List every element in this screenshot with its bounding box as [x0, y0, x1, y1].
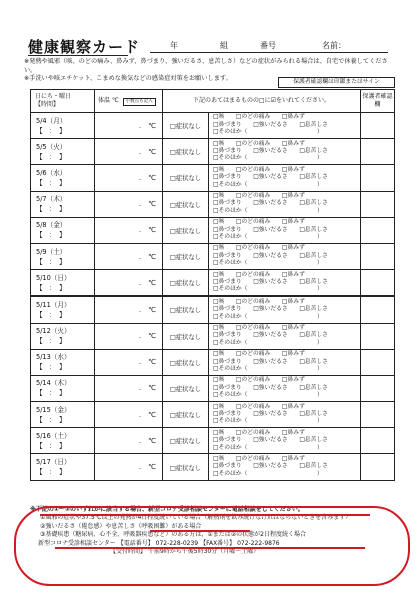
date-label: 5/5（火）: [36, 142, 67, 151]
temperature-cell[interactable]: . ℃: [95, 349, 163, 375]
guardian-check-cell[interactable]: [361, 243, 395, 269]
table-row: [31, 243, 395, 269]
name-label: 名前：: [322, 41, 346, 50]
temperature-cell[interactable]: . ℃: [95, 139, 163, 165]
date-cell: [31, 323, 95, 349]
symptom-line-1[interactable]: □咳 □のどの痛み □鼻みず: [213, 271, 305, 278]
time-blank: 【 ： 】: [36, 205, 66, 214]
no-symptom-checkbox[interactable]: □症状なし: [163, 349, 209, 375]
guardian-check-cell[interactable]: [361, 113, 395, 139]
date-cell: [31, 402, 95, 428]
symptom-checkboxes[interactable]: [209, 165, 361, 191]
table-row: [31, 217, 395, 243]
temperature-cell[interactable]: . ℃: [95, 165, 163, 191]
table-row: [31, 113, 395, 139]
table-row: [31, 323, 395, 349]
symptom-line-1[interactable]: □咳 □のどの痛み □鼻みず: [213, 114, 305, 121]
date-cell: [31, 165, 95, 191]
time-blank: 【 ： 】: [36, 257, 66, 266]
tel-label: 【電話番号】: [117, 539, 154, 547]
symptom-line-1[interactable]: □咳 □のどの痛み □鼻みず: [213, 429, 305, 436]
guardian-check-cell[interactable]: [361, 323, 395, 349]
symptom-line-3[interactable]: □そのほか（ ）: [213, 207, 323, 214]
symptom-checkboxes[interactable]: [209, 191, 361, 217]
title-underline: [28, 55, 128, 56]
date-label: 5/13（水）: [36, 353, 71, 362]
temperature-cell[interactable]: . ℃: [95, 323, 163, 349]
table-row: [31, 165, 395, 191]
time-blank: 【 ： 】: [36, 337, 66, 346]
table-row: [31, 349, 395, 375]
guardian-check-cell[interactable]: [361, 296, 395, 323]
symptom-line-2[interactable]: □鼻づまり □強いだるさ □息苦しさ: [213, 384, 328, 391]
date-label: 5/4（月）: [36, 116, 67, 125]
symptom-line-2[interactable]: □鼻づまり □強いだるさ □息苦しさ: [213, 226, 328, 233]
guardian-sign-note: 保護者確認欄は印鑑またはサイン: [278, 77, 395, 88]
guardian-check-cell[interactable]: [361, 428, 395, 454]
symptom-line-1[interactable]: □咳 □のどの痛み □鼻みず: [213, 324, 305, 331]
no-symptom-checkbox[interactable]: □症状なし: [163, 270, 209, 297]
table-row: [31, 191, 395, 217]
date-cell: [31, 296, 95, 323]
time-blank: 【 ： 】: [36, 310, 66, 319]
date-cell: [31, 454, 95, 480]
date-cell: [31, 139, 95, 165]
time-blank: 【 ： 】: [36, 231, 66, 240]
notice-item-3: ③基礎疾患（糖尿病、心不全、呼吸器疾患など）のある方は、①または②の状態が2日程度続く場合: [40, 531, 306, 539]
date-cell: [31, 375, 95, 401]
year-label: 年: [170, 41, 178, 50]
time-blank: 【 ： 】: [36, 441, 66, 450]
symptom-line-2[interactable]: □鼻づまり □強いだるさ □息苦しさ: [213, 200, 328, 207]
no-symptom-checkbox[interactable]: □症状なし: [163, 428, 209, 454]
no-symptom-checkbox[interactable]: □症状なし: [163, 191, 209, 217]
no-symptom-checkbox[interactable]: □症状なし: [163, 243, 209, 269]
date-cell: [31, 349, 95, 375]
no-symptom-checkbox[interactable]: □症状なし: [163, 323, 209, 349]
symptom-line-1[interactable]: □咳 □のどの痛み □鼻みず: [213, 455, 305, 462]
temperature-cell[interactable]: . ℃: [95, 375, 163, 401]
date-label: 5/7（木）: [36, 195, 67, 204]
symptom-line-1[interactable]: □咳 □のどの痛み □鼻みず: [213, 193, 305, 200]
date-label: 5/16（土）: [36, 431, 71, 440]
table-row: [31, 139, 395, 165]
symptom-line-2[interactable]: □鼻づまり □強いだるさ □息苦しさ: [213, 252, 328, 259]
guardian-check-cell[interactable]: [361, 139, 395, 165]
date-cell: [31, 428, 95, 454]
date-cell: [31, 113, 95, 139]
student-info-fields: [170, 40, 346, 51]
red-underline-3: [55, 547, 365, 549]
no-symptom-checkbox[interactable]: □症状なし: [163, 139, 209, 165]
symptom-line-3[interactable]: □そのほか（ ）: [213, 470, 323, 477]
notice-item-1: ①風邪の症状や37.5℃以上の発熱が4日程度続いている場合（解熱剤を飲み続けなければならないときを含みます）: [40, 514, 352, 522]
symptom-line-3[interactable]: □そのほか（ ）: [213, 260, 323, 267]
symptom-line-1[interactable]: □咳 □のどの痛み □鼻みず: [213, 298, 305, 305]
guardian-check-cell[interactable]: [361, 217, 395, 243]
symptom-checkboxes[interactable]: [209, 402, 361, 428]
time-blank: 【 ： 】: [36, 126, 66, 135]
symptom-line-1[interactable]: □咳 □のどの痛み □鼻みず: [213, 219, 305, 226]
symptom-line-2[interactable]: □鼻づまり □強いだるさ □息苦しさ: [213, 148, 328, 155]
header-date-time: [31, 90, 95, 113]
symptom-checkboxes[interactable]: [209, 217, 361, 243]
header-temperature: [95, 90, 163, 113]
guardian-check-cell[interactable]: [361, 165, 395, 191]
symptom-line-3[interactable]: □そのほか（ ）: [213, 129, 323, 136]
date-label: 5/11（月）: [36, 300, 71, 309]
time-blank: 【 ： 】: [36, 283, 66, 292]
symptom-line-1[interactable]: □咳 □のどの痛み □鼻みず: [213, 351, 305, 358]
symptom-checkboxes[interactable]: [209, 349, 361, 375]
symptom-line-2[interactable]: □鼻づまり □強いだるさ □息苦しさ: [213, 332, 328, 339]
info-underline: [150, 52, 388, 53]
date-cell: [31, 191, 95, 217]
symptom-line-3[interactable]: □そのほか（ ）: [213, 313, 323, 320]
guardian-check-cell[interactable]: [361, 375, 395, 401]
date-cell: [31, 243, 95, 269]
time-blank: 【 ： 】: [36, 152, 66, 161]
temperature-cell[interactable]: . ℃: [95, 191, 163, 217]
table-row: [31, 454, 395, 480]
tel-number: 072-228-0239: [155, 539, 199, 547]
header-temp-label: 体温: [98, 96, 111, 104]
header-symptoms: 下記のあてはまるものの□に☑をいれてください。: [163, 90, 361, 113]
red-underline-2: [150, 530, 250, 532]
date-label: 5/9（土）: [36, 247, 67, 256]
header-time: 【時間】: [35, 101, 60, 108]
table-row: [31, 270, 395, 297]
date-label: 5/15（金）: [36, 405, 71, 414]
header-temp-note: 小数点も記入: [123, 98, 156, 106]
header-guardian: 保護者確認欄: [361, 90, 395, 113]
symptom-line-3[interactable]: □そのほか（ ）: [213, 392, 323, 399]
note-prevention: ※手洗いや咳エチケット、こまめな換気などの感染症対策をお願いします。: [24, 75, 232, 83]
date-cell: [31, 217, 95, 243]
symptom-line-1[interactable]: □咳 □のどの痛み □鼻みず: [213, 245, 305, 252]
time-blank: 【 ： 】: [36, 468, 66, 477]
symptom-line-3[interactable]: □そのほか（ ）: [213, 444, 323, 451]
no-symptom-checkbox[interactable]: □症状なし: [163, 454, 209, 480]
symptom-line-2[interactable]: □鼻づまり □強いだるさ □息苦しさ: [213, 358, 328, 365]
date-label: 5/10（日）: [36, 273, 71, 282]
symptom-line-3[interactable]: □そのほか（ ）: [213, 418, 323, 425]
no-symptom-checkbox[interactable]: □症状なし: [163, 375, 209, 401]
time-blank: 【 ： 】: [36, 363, 66, 372]
symptom-line-2[interactable]: □鼻づまり □強いだるさ □息苦しさ: [213, 410, 328, 417]
date-label: 5/12（火）: [36, 327, 71, 336]
date-cell: [31, 270, 95, 297]
symptom-checkboxes[interactable]: [209, 139, 361, 165]
date-label: 5/17（日）: [36, 458, 71, 467]
symptom-checkboxes[interactable]: [209, 296, 361, 323]
temperature-cell[interactable]: . ℃: [95, 270, 163, 297]
time-blank: 【 ： 】: [36, 415, 66, 424]
symptom-line-2[interactable]: □鼻づまり □強いだるさ □息苦しさ: [213, 121, 328, 128]
no-symptom-checkbox[interactable]: □症状なし: [163, 113, 209, 139]
page-title: 健康観察カード: [28, 38, 141, 56]
table-row: [31, 402, 395, 428]
temperature-cell[interactable]: . ℃: [95, 454, 163, 480]
fax-number: 072-222-9876: [237, 539, 280, 547]
date-label: 5/14（木）: [36, 379, 71, 388]
center-name: 新型コロナ受診相談センター: [38, 539, 116, 547]
class-label: 組: [220, 41, 228, 50]
header-temp-unit: ℃: [111, 96, 119, 104]
symptom-line-3[interactable]: □そのほか（ ）: [213, 155, 323, 162]
temperature-cell[interactable]: . ℃: [95, 113, 163, 139]
health-check-table: [30, 89, 395, 481]
date-label: 5/8（金）: [36, 221, 67, 230]
symptom-checkboxes[interactable]: [209, 113, 361, 139]
no-symptom-checkbox[interactable]: □症状なし: [163, 165, 209, 191]
symptom-line-2[interactable]: □鼻づまり □強いだるさ □息苦しさ: [213, 174, 328, 181]
hours-value: 午前9時から午後5時30分（月曜〜土曜）: [147, 548, 260, 556]
guardian-check-cell[interactable]: [361, 349, 395, 375]
notice-lead: ※下記の①〜③のいずれかに該当する場合、新型コロナ受診相談センターに電話相談をしてください。: [30, 506, 304, 513]
table-row: [31, 428, 395, 454]
date-label: 5/6（水）: [36, 168, 67, 177]
symptom-checkboxes[interactable]: [209, 375, 361, 401]
no-symptom-checkbox[interactable]: □症状なし: [163, 402, 209, 428]
guardian-check-cell[interactable]: [361, 191, 395, 217]
time-blank: 【 ： 】: [36, 389, 66, 398]
temperature-cell[interactable]: . ℃: [95, 243, 163, 269]
no-symptom-checkbox[interactable]: □症状なし: [163, 217, 209, 243]
hours-label: 【受付時間】: [110, 548, 147, 556]
no-symptom-checkbox[interactable]: □症状なし: [163, 296, 209, 323]
symptom-line-1[interactable]: □咳 □のどの痛み □鼻みず: [213, 140, 305, 147]
table-row: [31, 296, 395, 323]
fax-label: 【FAX番号】: [200, 539, 236, 547]
symptom-line-3[interactable]: □そのほか（ ）: [213, 286, 323, 293]
symptom-line-2[interactable]: □鼻づまり □強いだるさ □息苦しさ: [213, 463, 328, 470]
symptom-line-2[interactable]: □鼻づまり □強いだるさ □息苦しさ: [213, 437, 328, 444]
notice-item-2: ②強いだるさ（倦怠感）や息苦しさ（呼吸困難）がある場合: [40, 522, 202, 530]
red-underline-1: [40, 514, 370, 516]
hours-line: [30, 548, 394, 556]
symptom-line-1[interactable]: □咳 □のどの痛み □鼻みず: [213, 166, 305, 173]
note-rest-at-home: ※発熱や風邪（咳、のどの痛み、鼻みず、鼻づまり、強いだるさ、息苦しさ）などの症状がみられる場合は、自宅で休養してください。: [24, 58, 388, 74]
table-row: [31, 375, 395, 401]
temperature-cell[interactable]: . ℃: [95, 296, 163, 323]
symptom-line-3[interactable]: □そのほか（ ）: [213, 234, 323, 241]
symptom-line-1[interactable]: □咳 □のどの痛み □鼻みず: [213, 377, 305, 384]
number-label: 番号: [260, 41, 276, 50]
symptom-line-2[interactable]: □鼻づまり □強いだるさ □息苦しさ: [213, 306, 328, 313]
symptom-checkboxes[interactable]: [209, 454, 361, 480]
symptom-line-3[interactable]: □そのほか（ ）: [213, 339, 323, 346]
symptom-line-2[interactable]: □鼻づまり □強いだるさ □息苦しさ: [213, 279, 328, 286]
temperature-cell[interactable]: . ℃: [95, 402, 163, 428]
temperature-cell[interactable]: . ℃: [95, 428, 163, 454]
symptom-checkboxes[interactable]: [209, 243, 361, 269]
time-blank: 【 ： 】: [36, 178, 66, 187]
temperature-cell[interactable]: . ℃: [95, 217, 163, 243]
symptom-checkboxes[interactable]: [209, 428, 361, 454]
symptom-line-3[interactable]: □そのほか（ ）: [213, 181, 323, 188]
header-date: 日にち・曜日: [35, 93, 72, 100]
symptom-line-3[interactable]: □そのほか（ ）: [213, 365, 323, 372]
guardian-check-cell[interactable]: [361, 270, 395, 297]
symptom-line-1[interactable]: □咳 □のどの痛み □鼻みず: [213, 403, 305, 410]
symptom-checkboxes[interactable]: [209, 270, 361, 297]
symptom-checkboxes[interactable]: [209, 323, 361, 349]
guardian-check-cell[interactable]: [361, 454, 395, 480]
guardian-check-cell[interactable]: [361, 402, 395, 428]
